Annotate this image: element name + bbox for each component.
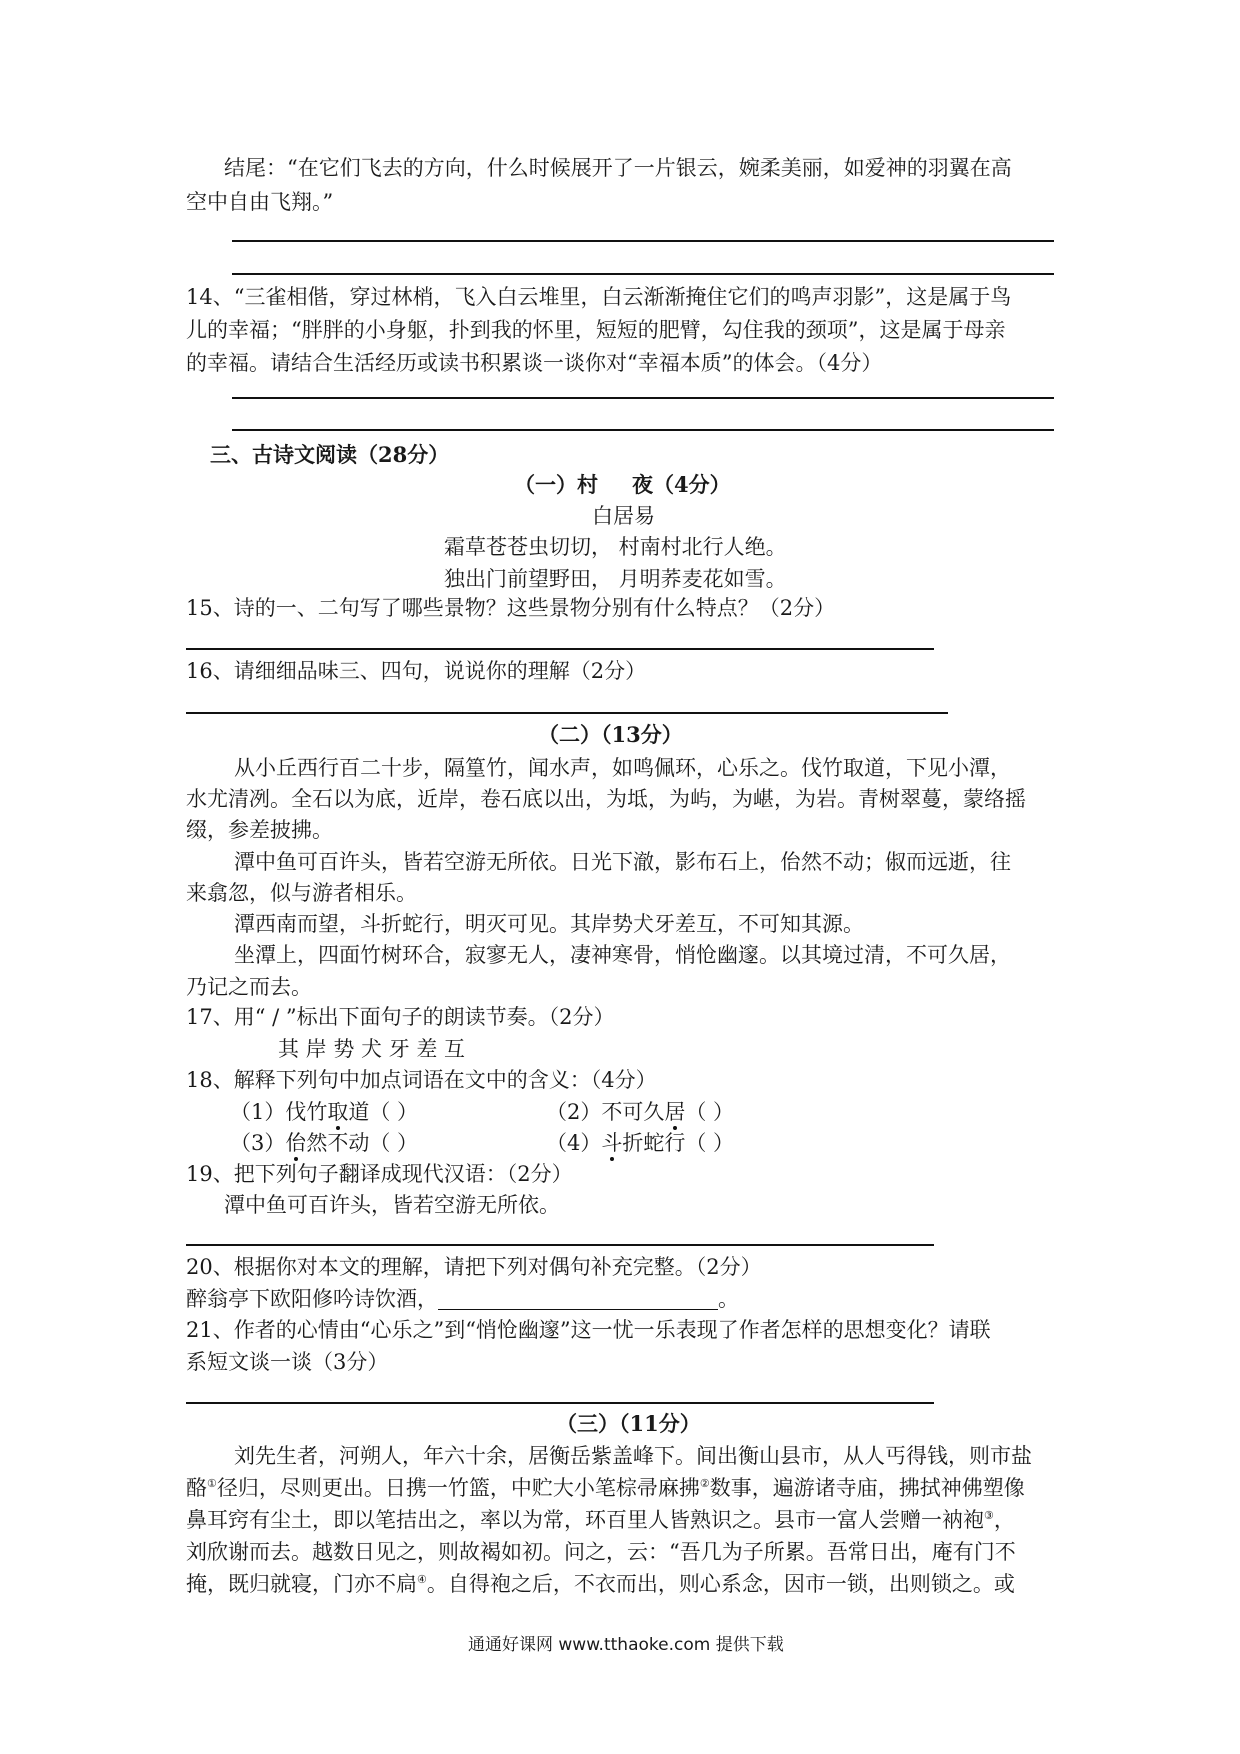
q17-sentence: 其 岸 势 犬 牙 差 互 [278, 1037, 466, 1061]
poem-title-part2: 夜（4分） [632, 472, 731, 497]
q19: 19、把下列句子翻译成现代汉语：（2分） [186, 1162, 573, 1186]
poem-line2: 独出门前望野田， 月明荞麦花如雪。 [444, 567, 787, 591]
note-marker: ④ [417, 1573, 427, 1586]
answer-line [186, 648, 934, 650]
answer-line [232, 397, 1054, 399]
q14-line1: 14、“三雀相偕，穿过林梢，飞入白云堆里，白云渐渐掩住它们的鸣声羽影”，这是属于鸟 [186, 285, 1012, 309]
q14-line2: 儿的幸福；“胖胖的小身躯，扑到我的怀里，短短的肥臂，勾住我的颈项”，这是属于母亲 [186, 318, 1006, 342]
part3-l2-b: 径归，尽则更出。日携一竹篮，中贮大小笔棕帚麻拂 [216, 1476, 700, 1500]
note-marker: ③ [984, 1509, 994, 1522]
q18-item4-dotted: 斗 [601, 1131, 623, 1155]
part3-l2-c: 数事，遍游诸寺庙，拂拭神佛塑像 [709, 1476, 1025, 1500]
note-marker: ② [699, 1477, 710, 1490]
q20-line-pre: 醉翁亭下欧阳修吟诗饮酒， [186, 1287, 438, 1311]
q20: 20、根据你对本文的理解，请把下列对偶句补充完整。（2分） [186, 1255, 762, 1279]
part3-l4: 刘欣谢而去。越数日见之，则故褐如初。问之，云：“吾几为子所累。吾常日出，庵有门不 [186, 1540, 1016, 1564]
part2-p2-l1: 潭中鱼可百许头，皆若空游无所依。日光下澈，影布石上，佁然不动；俶而远逝，往 [234, 850, 1011, 874]
poem-author: 白居易 [592, 504, 655, 528]
ending-line2: 空中自由飞翔。” [186, 190, 334, 214]
part2-p3-l1: 潭西南而望，斗折蛇行，明灭可见。其岸势犬牙差互，不可知其源。 [234, 912, 864, 936]
q18-item3-dotted: 佁 [285, 1131, 307, 1155]
q20-line [186, 1289, 739, 1310]
part3-l1: 刘先生者，河朔人，年六十余，居衡岳紫盖峰下。间出衡山县市，从人丐得钱，则市盐 [234, 1444, 1032, 1468]
q17: 17、用“ / ”标出下面句子的朗读节奏。（2分） [186, 1005, 615, 1029]
q18-item3-post: 然不动（ ） [306, 1131, 419, 1155]
part3-title: （三）（11分） [556, 1411, 701, 1436]
part3-l2 [186, 1478, 1025, 1499]
q18-item1-pre: （1）伐竹 [230, 1100, 328, 1124]
part2-p1-l2: 水尤清冽。全石以为底，近岸，卷石底以出，为坻，为屿，为嵁，为岩。青树翠蔓，蒙络摇 [186, 787, 1026, 811]
q20-blank [438, 1291, 718, 1310]
q14-line3: 的幸福。请结合生活经历或读书积累谈一谈你对“幸福本质”的体会。（4分） [186, 351, 883, 375]
q21-line2: 系短文谈一谈（3分） [186, 1350, 389, 1374]
q18: 18、解释下列句中加点词语在文中的含义：（4分） [186, 1068, 657, 1092]
q18-item2-post: （ ） [685, 1100, 735, 1124]
q21-line1: 21、作者的心情由“心乐之”到“悄怆幽邃”这一忧一乐表现了作者怎样的思想变化？请联 [186, 1318, 991, 1342]
q18-item2-dotted: 居 [664, 1100, 686, 1124]
q20-line-post: 。 [718, 1287, 739, 1311]
q16: 16、请细细品味三、四句，说说你的理解（2分） [186, 659, 647, 683]
answer-line [186, 712, 948, 714]
part3-l2-a: 酪 [186, 1476, 207, 1500]
part3-l3: 鼻耳窍有尘土，即以笔拮出之，率以为常，环百里人皆熟识之。县市一富人尝赠一衲袍③， [186, 1508, 1015, 1532]
part3-l3-a: 鼻耳窍有尘土，即以笔拮出之，率以为常，环百里人皆熟识之。县市一富人尝赠一衲袍 [186, 1508, 984, 1532]
q18-item1-dotted: 取 [327, 1100, 349, 1124]
answer-line [232, 429, 1054, 431]
q18-item1-post: 道（ ） [348, 1100, 419, 1124]
answer-line [186, 1402, 934, 1404]
q18-item4 [546, 1133, 734, 1154]
q19-sentence: 潭中鱼可百许头，皆若空游无所依。 [224, 1193, 560, 1217]
ending-line1: 结尾：“在它们飞去的方向，什么时候展开了一片银云，婉柔美丽，如爱神的羽翼在高 [224, 156, 1012, 180]
page-footer: 通通好课网 www.tthaoke.com 提供下载 [468, 1635, 784, 1655]
part2-p1-l3: 缀，参差披拂。 [186, 818, 333, 842]
answer-line [232, 240, 1054, 242]
q18-item2 [546, 1102, 734, 1123]
part2-title: （二）（13分） [538, 722, 683, 747]
q15: 15、诗的一、二句写了哪些景物？这些景物分别有什么特点？（2分） [186, 596, 836, 620]
part2-p2-l2: 来翕忽，似与游者相乐。 [186, 881, 417, 905]
part2-p4-l1: 坐潭上，四面竹树环合，寂寥无人，凄神寒骨，悄怆幽邃。以其境过清，不可久居， [234, 943, 1011, 967]
poem-title-part1: （一）村 [514, 472, 598, 497]
q18-item2-pre: （2）不可久 [546, 1100, 665, 1124]
answer-line [186, 1244, 934, 1246]
q18-item3-pre: （3） [230, 1131, 286, 1155]
part3-l5 [186, 1574, 1015, 1595]
part3-l5-b: 。自得袍之后，不衣而出，则心系念，因市一锁，出则锁之。或 [426, 1572, 1015, 1596]
part2-p4-l2: 乃记之而去。 [186, 975, 312, 999]
q18-item4-post: 折蛇行（ ） [622, 1131, 735, 1155]
note-marker: ① [207, 1477, 217, 1490]
part3-l5-a: 掩，既归就寝，门亦不扃 [186, 1572, 417, 1596]
poem-title [514, 474, 731, 495]
section-heading: 三、古诗文阅读（28分） [210, 442, 450, 467]
poem-line1: 霜草苍苍虫切切， 村南村北行人绝。 [444, 535, 787, 559]
q18-item3 [230, 1133, 418, 1154]
answer-line [232, 273, 1054, 275]
q18-item1 [230, 1102, 418, 1123]
part2-p1-l1: 从小丘西行百二十步，隔篁竹，闻水声，如鸣佩环，心乐之。伐竹取道，下见小潭， [234, 756, 1011, 780]
q18-item4-pre: （4） [546, 1131, 602, 1155]
